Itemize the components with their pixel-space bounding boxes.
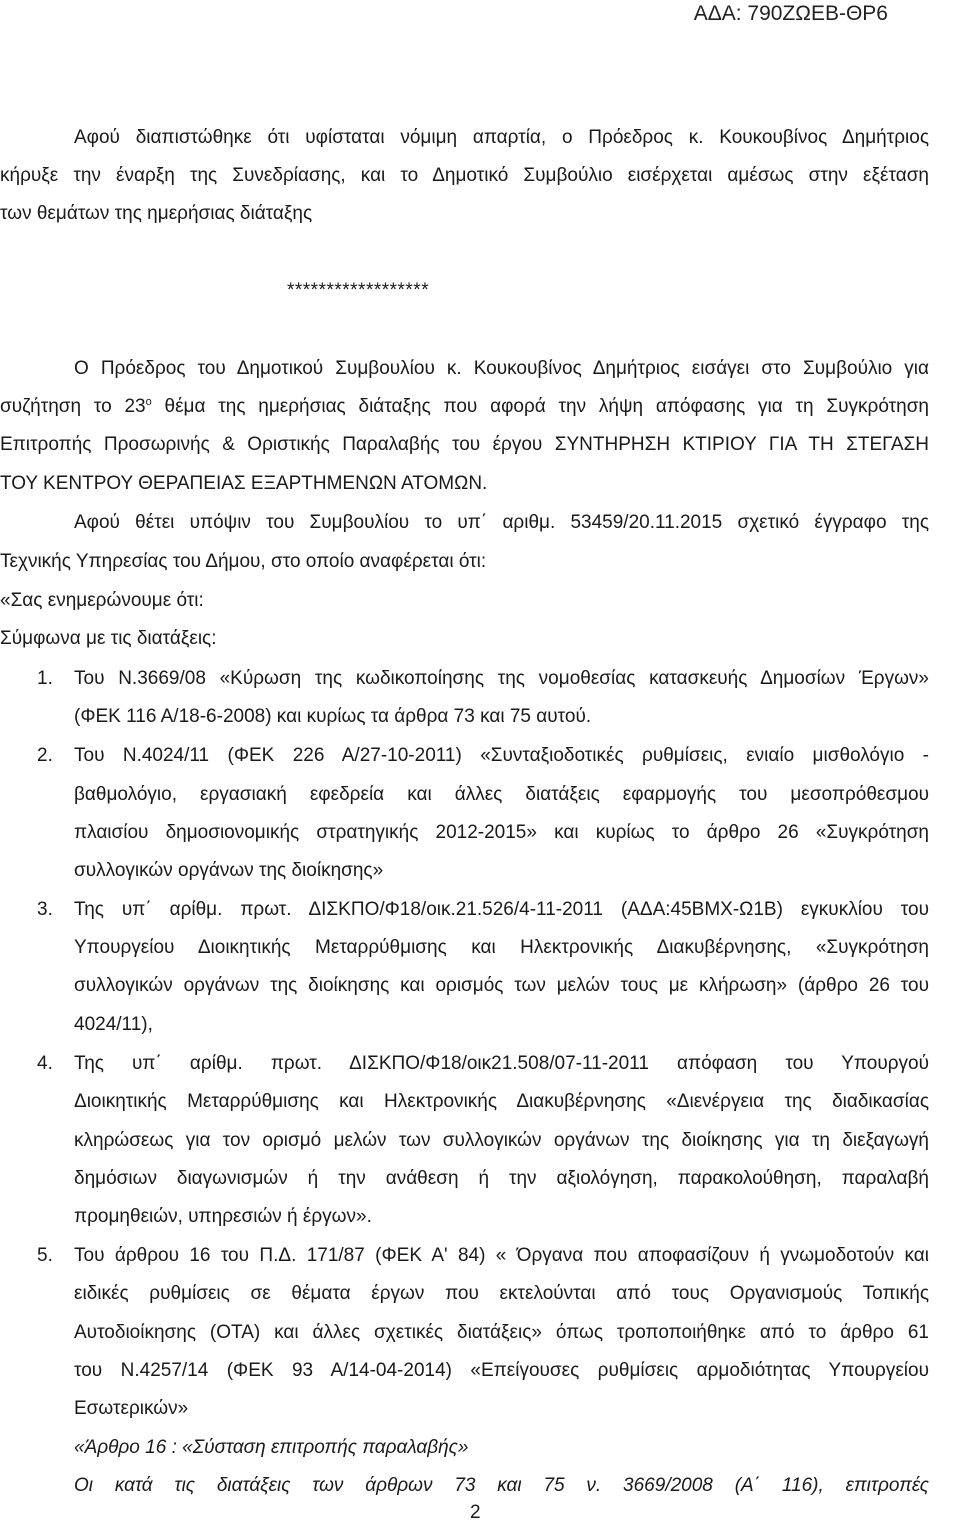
list-item-3-line-1: Της υπ΄ αρίθμ. πρωτ. ΔΙΣΚΠΟ/Φ18/οικ.21.526/4-11-2011 (ΑΔΑ:45ΒΜΧ-Ω1Β) εγκυκλίου του [74,899,929,920]
list-number-3: 3. [37,899,53,920]
intro-line-1: Αφού διαπιστώθηκε ότι υφίσταται νόμιμη απαρτία, ο Πρόεδρος κ. Κουκουβίνος Δημήτριος [74,127,929,148]
presentation-line-1: Ο Πρόεδρος του Δημοτικού Συμβουλίου κ. Κουκουβίνος Δημήτριος εισάγει στο Συμβούλιο για [74,358,929,379]
intro-line-3: των θεμάτων της ημερήσιας διάταξης [0,203,313,224]
list-item-3-line-3: συλλογικών οργάνων της διοίκησης και ορισμός των μελών τους με κλήρωση» (άρθρο 26 του [74,975,929,996]
list-item-2-line-3: πλαισίου δημοσιονομικής στρατηγικής 2012-2015» και κυρίως το άρθρο 26 «Συγκρότηση [74,822,929,843]
list-number-5: 5. [37,1245,53,1266]
docref-line-2: Τεχνικής Υπηρεσίας του Δήμου, στο οποίο αναφέρεται ότι: [0,551,487,572]
list-item-2-line-2: βαθμολόγιο, εργασιακή εφεδρεία και άλλες διατάξεις εφαρμογής του μεσοπρόθεσμου [74,784,929,805]
docref-line-3: «Σας ενημερώνουμε ότι: [0,590,204,611]
article-16-heading: «Άρθρο 16 : «Σύσταση επιτροπής παραλαβής» [74,1437,469,1458]
list-item-1-line-1: Του Ν.3669/08 «Κύρωση της κωδικοποίησης της νομοθεσίας κατασκευής Δημοσίων Έργων» [74,668,929,689]
list-item-1-line-2: (ΦΕΚ 116 Α/18-6-2008) και κυρίως τα άρθρα 73 και 75 αυτού. [74,706,592,727]
page-number: 2 [470,1502,481,1523]
list-number-4: 4. [37,1053,53,1074]
presentation-line-3: Επιτροπής Προσωρινής & Οριστικής Παραλαβής του έργου ΣΥΝΤΗΡΗΣΗ ΚΤΙΡΙΟΥ ΓΙΑ ΤΗ ΣΤΕΓΑΣΗ [0,434,929,455]
list-item-3-line-2: Υπουργείου Διοικητικής Μεταρρύθμισης και Ηλεκτρονικής Διακυβέρνησης, «Συγκρότηση [74,937,929,958]
list-item-5-line-1: Του άρθρου 16 του Π.Δ. 171/87 (ΦΕΚ Α' 84) « Όργανα που αποφασίζουν ή γνωμοδοτούν και [74,1245,929,1266]
list-item-4-line-4: δημόσιων διαγωνισμών ή την ανάθεση ή την αξιολόγηση, παρακολούθηση, παραλαβή [74,1168,929,1189]
list-item-5-line-2: ειδικές ρυθμίσεις σε θέματα έργων που εκτελούνται από τους Οργανισμούς Τοπικής [74,1283,929,1304]
list-item-3-line-4: 4024/11), [74,1014,153,1035]
presentation-line-4: ΤΟΥ ΚΕΝΤΡΟΥ ΘΕΡΑΠΕΙΑΣ ΕΞΑΡΤΗΜΕΝΩΝ ΑΤΟΜΩΝ. [0,473,488,494]
list-item-5-line-5: Εσωτερικών» [74,1398,189,1419]
list-item-5-line-4: του Ν.4257/14 (ΦΕΚ 93 Α/14-04-2014) «Επείγουσες ρυθμίσεις αρμοδιότητας Υπουργείου [74,1360,929,1381]
list-number-1: 1. [37,668,53,689]
separator-stars: ****************** [287,280,430,301]
list-item-4-line-2: Διοικητικής Μεταρρύθμισης και Ηλεκτρονικής Διακυβέρνησης «Διενέργεια της διαδικασίας [74,1091,929,1112]
intro-line-2: κήρυξε την έναρξη της Συνεδρίασης, και το Δημοτικό Συμβούλιο εισέρχεται αμέσως στην εξέταση [0,165,929,186]
list-item-4-line-1: Της υπ΄ αρίθμ. πρωτ. ΔΙΣΚΠΟ/Φ18/οικ21.508/07-11-2011 απόφαση του Υπουργού [74,1053,929,1074]
ada-code: ΑΔΑ: 790ΖΩΕΒ-ΘΡ6 [693,2,888,25]
list-item-4-line-3: κληρώσεως για τον ορισμό μελών των συλλογικών οργάνων της διοίκησης για τη διεξαγωγή [74,1130,929,1151]
ordinal-superscript: ο [145,396,152,408]
list-number-2: 2. [37,745,53,766]
list-item-4-line-5: προμηθειών, υπηρεσιών ή έργων». [74,1206,372,1227]
article-16-line-1: Οι κατά τις διατάξεις των άρθρων 73 και 75 ν. 3669/2008 (Α΄ 116), επιτροπές [74,1475,929,1496]
list-item-2-line-1: Του Ν.4024/11 (ΦΕΚ 226 Α/27-10-2011) «Συνταξιοδοτικές ρυθμίσεις, ενιαίο μισθολόγιο - [74,745,929,766]
presentation-line-2a: συζήτηση το 23 [0,396,146,417]
list-item-5-line-3: Αυτοδιοίκησης (ΟΤΑ) και άλλες σχετικές διατάξεις» όπως τροποποιήθηκε από το άρθρο 61 [74,1322,929,1343]
docref-line-4: Σύμφωνα με τις διατάξεις: [0,628,217,649]
presentation-line-2b: θέμα της ημερήσιας διάταξης που αφορά την λήψη απόφασης για τη Συγκρότηση [151,396,929,417]
presentation-line-2 [0,396,929,418]
docref-line-1: Αφού θέτει υπόψιν του Συμβουλίου το υπ΄ αριθμ. 53459/20.11.2015 σχετικό έγγραφο της [74,512,929,533]
list-item-2-line-4: συλλογικών οργάνων της διοίκησης» [74,860,384,881]
